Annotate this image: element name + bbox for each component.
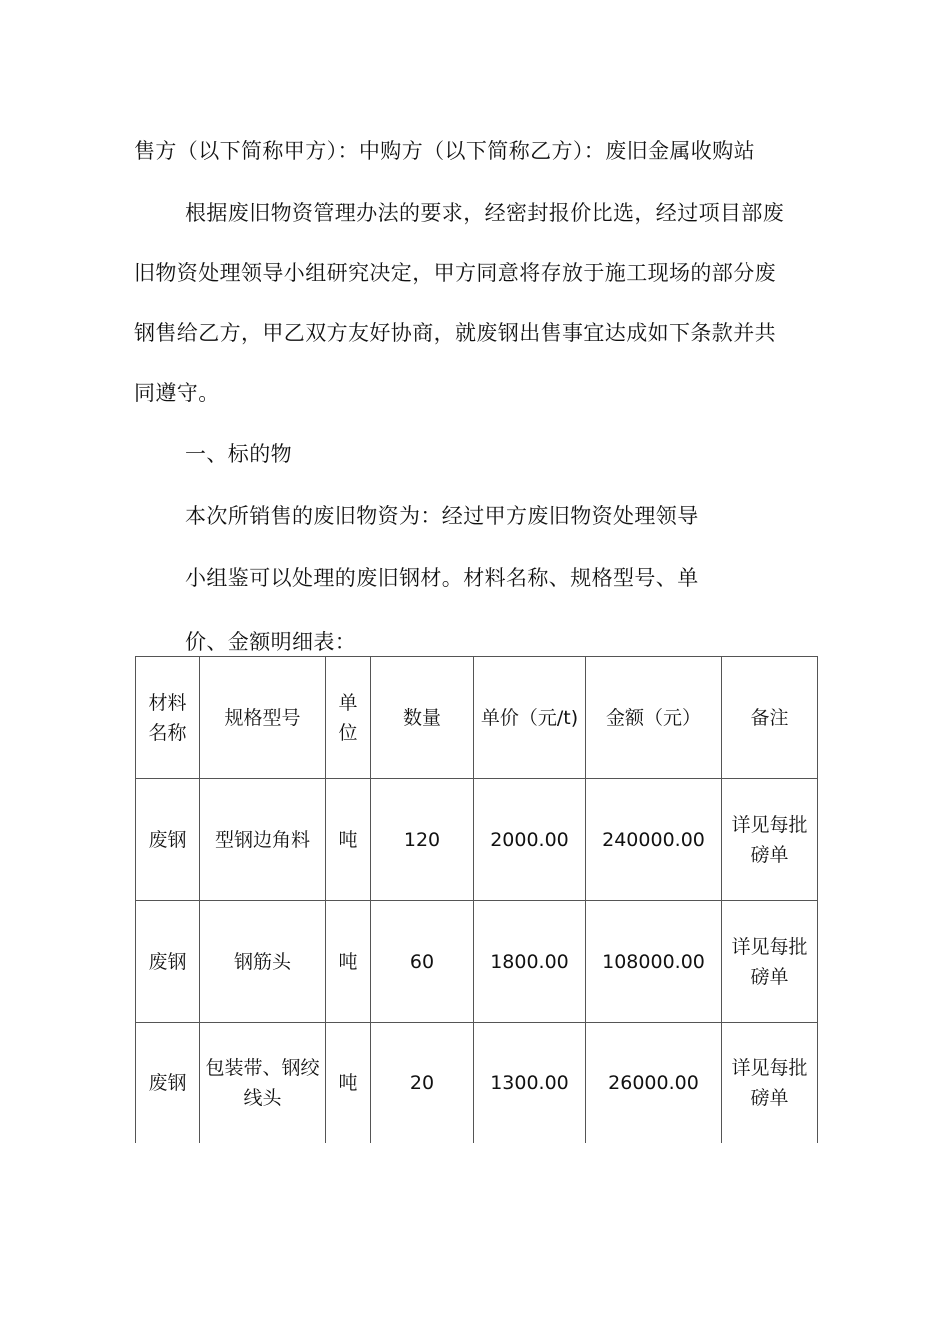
cell-note: 详见每批磅单 bbox=[722, 779, 818, 901]
cell-qty: 20 bbox=[371, 1023, 474, 1144]
section-line: 价、金额明细表： bbox=[185, 630, 357, 654]
cell-spec: 包装带、钢绞线头 bbox=[200, 1023, 326, 1144]
section-line: 本次所销售的废旧物资为：经过甲方废旧物资处理领导 bbox=[185, 504, 699, 528]
table-row bbox=[136, 901, 818, 1023]
cell-material: 废钢 bbox=[136, 901, 200, 1023]
intro-line: 旧物资处理领导小组研究决定，甲方同意将存放于施工现场的部分废 bbox=[134, 261, 776, 285]
cell-price: 2000.00 bbox=[474, 779, 586, 901]
cell-unit: 吨 bbox=[326, 1023, 371, 1144]
table-row bbox=[136, 779, 818, 901]
table-header-row bbox=[136, 657, 818, 779]
header-price: 单价（元/t) bbox=[474, 657, 586, 779]
header-unit: 单位 bbox=[326, 657, 371, 779]
cell-amount: 108000.00 bbox=[586, 901, 722, 1023]
section-line: 小组鉴可以处理的废旧钢材。材料名称、规格型号、单 bbox=[185, 566, 699, 590]
header-amount: 金额（元） bbox=[586, 657, 722, 779]
cell-note: 详见每批磅单 bbox=[722, 1023, 818, 1144]
material-detail-table bbox=[135, 656, 818, 1143]
cell-spec: 型钢边角料 bbox=[200, 779, 326, 901]
cell-amount: 240000.00 bbox=[586, 779, 722, 901]
header-spec: 规格型号 bbox=[200, 657, 326, 779]
cell-unit: 吨 bbox=[326, 779, 371, 901]
cell-price: 1800.00 bbox=[474, 901, 586, 1023]
cell-material: 废钢 bbox=[136, 779, 200, 901]
section-heading: 一、标的物 bbox=[185, 442, 292, 466]
cell-qty: 60 bbox=[371, 901, 474, 1023]
cell-qty: 120 bbox=[371, 779, 474, 901]
cell-note: 详见每批磅单 bbox=[722, 901, 818, 1023]
intro-line: 同遵守。 bbox=[134, 381, 220, 405]
cell-price: 1300.00 bbox=[474, 1023, 586, 1144]
cell-material: 废钢 bbox=[136, 1023, 200, 1144]
parties-line: 售方（以下简称甲方）：中购方（以下简称乙方）：废旧金属收购站 bbox=[134, 139, 755, 163]
intro-line: 根据废旧物资管理办法的要求，经密封报价比选，经过项目部废 bbox=[185, 201, 785, 225]
cell-amount: 26000.00 bbox=[586, 1023, 722, 1144]
table-row bbox=[136, 1023, 818, 1144]
header-material: 材料名称 bbox=[136, 657, 200, 779]
header-qty: 数量 bbox=[371, 657, 474, 779]
cell-unit: 吨 bbox=[326, 901, 371, 1023]
intro-line: 钢售给乙方，甲乙双方友好协商，就废钢出售事宜达成如下条款并共 bbox=[134, 321, 776, 345]
header-note: 备注 bbox=[722, 657, 818, 779]
cell-spec: 钢筋头 bbox=[200, 901, 326, 1023]
